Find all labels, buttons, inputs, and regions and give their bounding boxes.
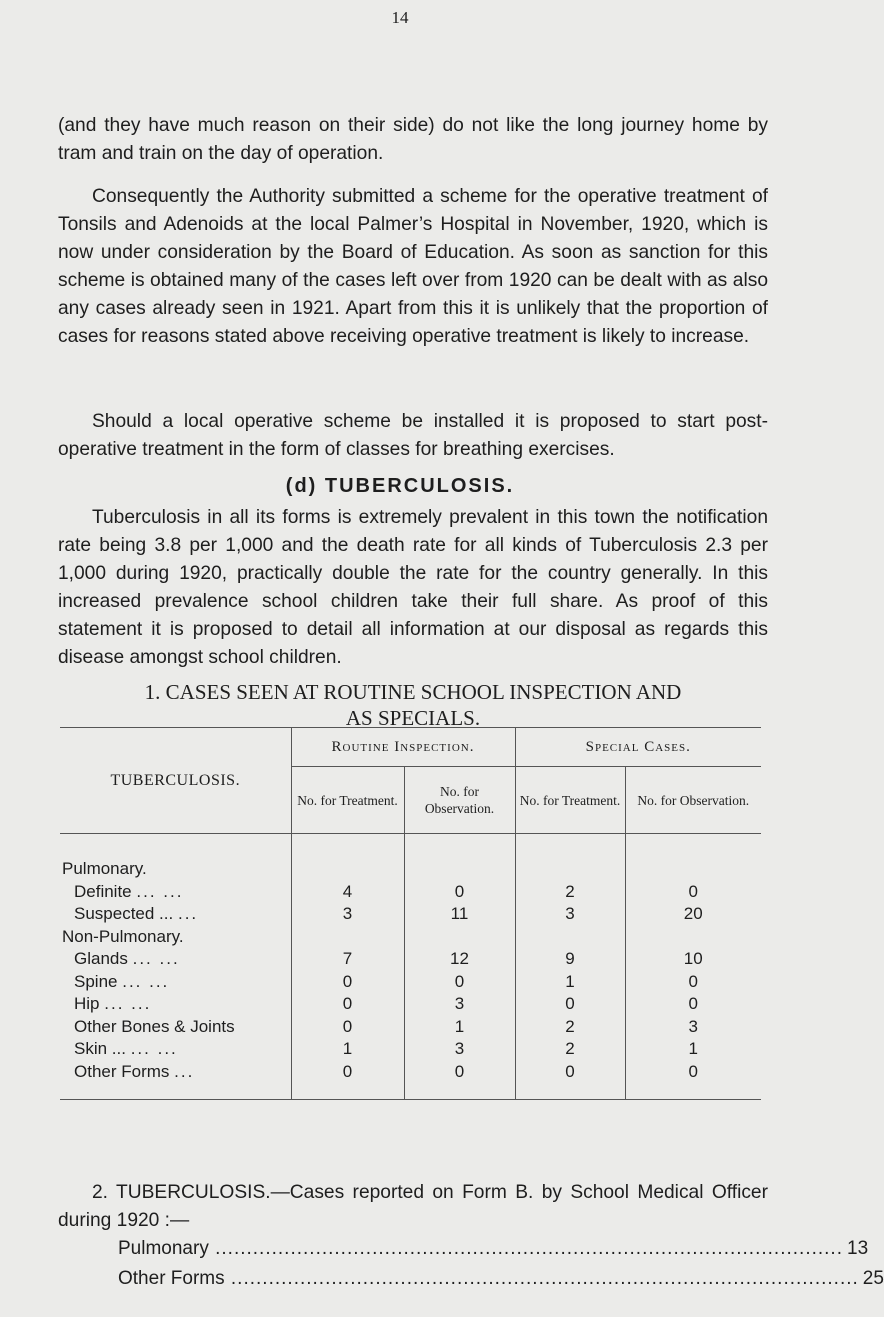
row-label: Glands bbox=[74, 949, 128, 969]
page-number: 14 bbox=[391, 8, 409, 27]
cell-value: 0 bbox=[625, 1061, 761, 1084]
paragraph-consequently: Consequently the Authority submitted a scheme for the operative treatment of Tonsils and Adenoids at the local Palmer’s Hospital in November, 1920, which is now under consideration by the Board of Education. As soon as sanction for this scheme is obtained many of the cases left over from 1920 can be dealt with as also any cases already seen in 1921. Apart from this it is unlikely that the proportion of cases for reasons stated above receiving operative treatment is likely to increase. bbox=[58, 186, 768, 348]
row-label: Hip bbox=[74, 994, 100, 1014]
cell-value: 3 bbox=[515, 903, 625, 926]
cell-value: 0 bbox=[291, 971, 404, 994]
cell-value: 7 bbox=[291, 948, 404, 971]
cell-value: 3 bbox=[291, 903, 404, 926]
tuberculosis-table bbox=[60, 727, 761, 1100]
table-row bbox=[60, 903, 761, 926]
cell-value: 2 bbox=[515, 1016, 625, 1039]
cell-value: 2 bbox=[515, 1038, 625, 1061]
cell-value: 20 bbox=[625, 903, 761, 926]
table-title-line-2: AS SPECIALS. bbox=[345, 706, 481, 730]
row-leader: ... ... bbox=[130, 1039, 178, 1059]
category-label: Non-Pulmonary. bbox=[62, 926, 184, 946]
table-row bbox=[60, 881, 761, 904]
cell-value: 11 bbox=[404, 903, 515, 926]
cell-value: 1 bbox=[625, 1038, 761, 1061]
row-label: Definite bbox=[74, 881, 132, 901]
category-label: Pulmonary. bbox=[62, 859, 147, 879]
row-label: Suspected ... bbox=[74, 904, 174, 924]
table-row bbox=[60, 1016, 761, 1039]
cell-value: 0 bbox=[291, 1061, 404, 1084]
reported-row-pulmonary bbox=[118, 1238, 869, 1260]
col-special-treatment: No. for Treatment. bbox=[515, 767, 625, 834]
cell-value: 1 bbox=[291, 1038, 404, 1061]
cell-value: 1 bbox=[515, 971, 625, 994]
cell-value: 9 bbox=[515, 948, 625, 971]
cell-value: 0 bbox=[625, 993, 761, 1016]
row-header: TUBERCULOSIS. bbox=[60, 728, 291, 834]
cell-value: 12 bbox=[404, 948, 515, 971]
paragraph-post-operative: Should a local operative scheme be installed it is proposed to start post-operative treatment in the form of classes for breathing exercises. bbox=[58, 411, 768, 461]
col-routine-treatment: No. for Treatment. bbox=[291, 767, 404, 834]
cell-value: 2 bbox=[515, 881, 625, 904]
reported-leader: .................................................................................................... bbox=[208, 1238, 843, 1259]
table-row bbox=[60, 993, 761, 1016]
row-label: Other Forms bbox=[74, 1061, 170, 1081]
col-routine-observation: No. for Observation. bbox=[404, 767, 515, 834]
cell-value: 1 bbox=[404, 1016, 515, 1039]
reported-value: 13 bbox=[847, 1238, 869, 1259]
cell-value: 0 bbox=[625, 971, 761, 994]
cell-value: 0 bbox=[291, 1016, 404, 1039]
row-leader: ... ... bbox=[132, 949, 180, 969]
cell-value: 0 bbox=[515, 993, 625, 1016]
table-title-line-1: 1. CASES SEEN AT ROUTINE SCHOOL INSPECTION AND bbox=[144, 680, 682, 704]
cell-value: 0 bbox=[515, 1061, 625, 1084]
reported-row-other-forms bbox=[118, 1268, 884, 1290]
cell-value: 0 bbox=[625, 881, 761, 904]
paragraph-tuberculosis: Tuberculosis in all its forms is extremely prevalent in this town the notification rate being 3.8 per 1,000 and the death rate for all kinds of Tuberculosis 2.3 per 1,000 during 1920, practically double the rate for the country generally. In this increased prevalence school children take their full share. As proof of this statement it is proposed to detail all information at our disposal as regards this disease amongst school children. bbox=[58, 507, 768, 669]
reported-label: Other Forms bbox=[118, 1268, 225, 1289]
paragraph-continuation: (and they have much reason on their side) do not like the long journey home by tram and train on the day of operation. bbox=[58, 115, 768, 165]
col-special-observation: No. for Observation. bbox=[625, 767, 761, 834]
section-heading: (d) TUBERCULOSIS. bbox=[285, 475, 515, 497]
row-label: Other Bones & Joints bbox=[74, 1016, 235, 1036]
cell-value: 0 bbox=[291, 993, 404, 1016]
row-label: Skin ... bbox=[74, 1039, 126, 1059]
row-label: Spine bbox=[74, 971, 118, 991]
cell-value: 0 bbox=[404, 971, 515, 994]
row-leader: ... ... bbox=[136, 881, 184, 901]
row-leader: ... bbox=[177, 904, 199, 924]
cell-value: 0 bbox=[404, 1061, 515, 1084]
row-leader: ... bbox=[174, 1061, 195, 1081]
table-row bbox=[60, 1038, 761, 1061]
cell-value: 3 bbox=[625, 1016, 761, 1039]
reported-leader: .................................................................................................... bbox=[224, 1268, 859, 1289]
reported-value: 25 bbox=[862, 1268, 884, 1289]
table-row bbox=[60, 971, 761, 994]
cell-value: 4 bbox=[291, 881, 404, 904]
cell-value: 3 bbox=[404, 1038, 515, 1061]
group-special-cases: Special Cases. bbox=[515, 728, 761, 767]
row-leader: ... ... bbox=[104, 994, 152, 1014]
category-row-non-pulmonary bbox=[60, 926, 761, 949]
table-row bbox=[60, 948, 761, 971]
cell-value: 10 bbox=[625, 948, 761, 971]
group-routine-inspection: Routine Inspection. bbox=[291, 728, 515, 767]
reported-label: Pulmonary bbox=[118, 1238, 209, 1259]
table-row bbox=[60, 1061, 761, 1084]
row-leader: ... ... bbox=[122, 971, 170, 991]
cell-value: 3 bbox=[404, 993, 515, 1016]
cell-value: 0 bbox=[404, 881, 515, 904]
category-row-pulmonary bbox=[60, 858, 761, 881]
paragraph-reported: 2. TUBERCULOSIS.—Cases reported on Form B. by School Medical Officer during 1920 :— bbox=[58, 1182, 768, 1232]
